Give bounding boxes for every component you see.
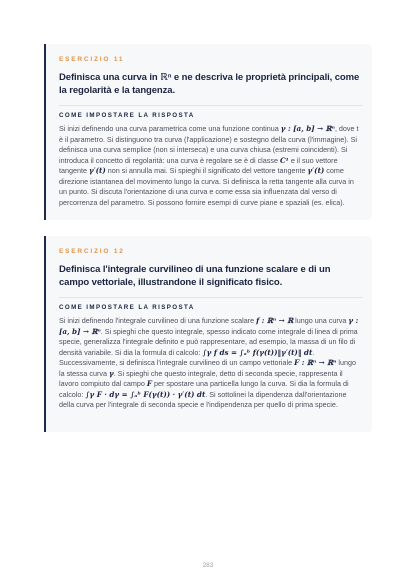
math-expression: C¹ [279,155,289,165]
exercise-label: ESERCIZIO 11 [59,56,125,63]
body-text: Si inizi definendo una curva parametrica come una funzione continua [59,124,281,133]
body-text: . Si sottolinei la dipendenza dall'orientazione della curva per l'integrale di seconda specie e l'indipendenza per quello di prima specie. [59,389,347,409]
page-number: 283 [202,562,214,569]
math-expression: γ [108,368,114,378]
body-text: . Successivamente, si definisca l'integrale curvilineo di un campo vettoriale [59,347,315,367]
math-expression: F : ℝⁿ → ℝⁿ [294,358,337,367]
math-expression: ∫γ f ds = ∫ₐᵇ f(γ(t))‖γ′(t)‖ dt [202,347,313,357]
section-heading: COME IMPOSTARE LA RISPOSTA [59,304,195,311]
body-text: non si annulla mai. Si spieghi il significato del vettore tangente [105,166,308,175]
body-text: per spostare una particella lungo la curva. Si dia la formula di calcolo: [59,379,349,399]
math-expression: γ : [a, b] → ℝⁿ [59,316,359,336]
body-text: come direzione istantanea del movimento lungo la curva. Si definisca la retta tangente alla curva in un punto. Si discuta l'orientazione di una curva e come essa sia influenzata dal verso di percorrenza del parametro. Si possono fornire esempi di curve piane e spaziali (es. elica). [59,166,354,207]
section-heading: COME IMPOSTARE LA RISPOSTA [59,112,195,119]
math-expression: ∫γ F · dγ = ∫ₐᵇ F(γ(t)) · γ′(t) dt [85,389,206,399]
math-expression: γ′(t) [307,166,325,175]
body-text: lungo una curva [293,316,349,325]
exercise-body [59,124,362,208]
exercise-title: Definisca una curva in ℝⁿ e ne descriva le proprietà principali, come la regolarità e la tangenza. [59,72,360,96]
math-expression: F [146,379,153,388]
divider [59,297,362,298]
math-expression: f : ℝⁿ → ℝ [256,316,294,325]
exercise-title: Definisca l'integrale curvilineo di una funzione scalare e di un campo vettoriale, illustrandone il significato fisico. [59,264,331,288]
exercise-card-12 [44,236,372,432]
body-text: Si inizi definendo l'integrale curvilineo di una funzione scalare [59,316,257,325]
math-expression: γ : [a, b] → ℝⁿ [280,124,335,133]
divider [59,105,362,106]
math-expression: γ′(t) [88,166,106,175]
body-text: lungo la stessa curva [59,358,357,378]
body-text: e il suo vettore tangente [59,155,338,175]
exercise-card-11 [44,44,372,220]
body-text: . Si spieghi che questo integrale, detto di seconda specie, rappresenta il lavoro compiuto dal campo [59,368,343,388]
body-text: . Si spieghi che questo integrale, spesso indicato come integrale di linea di prima specie, generalizza l'integrale definito e può rappresentare, ad esempio, la massa di un filo di densità variabile. Si dia la formula di calcolo: [59,326,358,357]
exercise-label: ESERCIZIO 12 [59,248,125,255]
body-text: , dove t è il parametro. Si distinguono tra curva (l'applicazione) e sostegno della curva (l'immagine). Si definisca una curva semplice (non si interseca) e una curva chiusa (estremi coincidenti). Si introduca il concetto di regolarità: una curva è regolare se è di classe [59,124,359,165]
exercise-body [59,316,362,411]
